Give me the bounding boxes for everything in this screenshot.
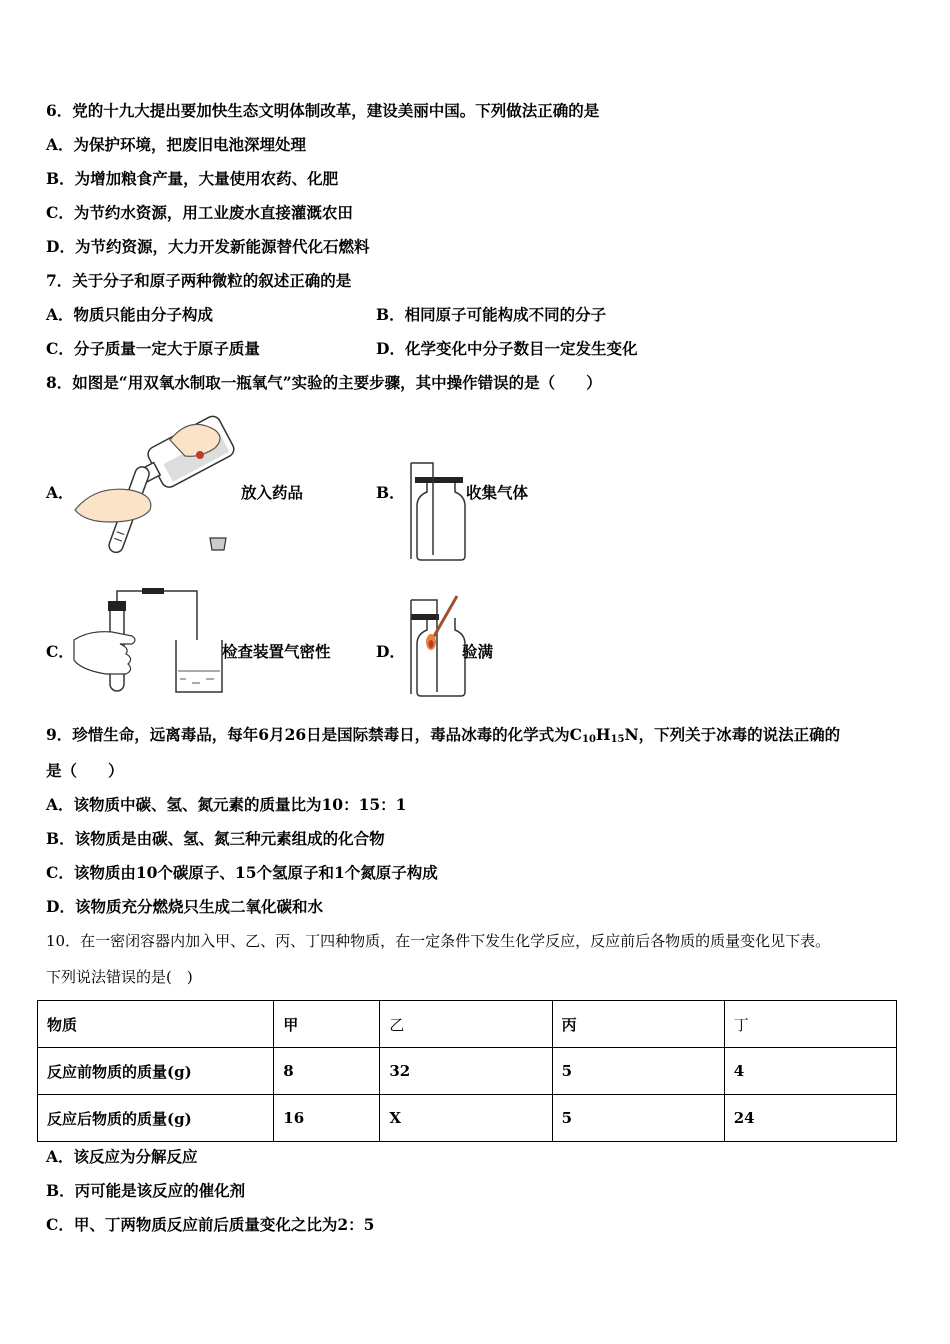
formula-c-sub: 10 [582, 734, 596, 745]
q8-stem: 8．如图是“用双氧水制取一瓶氧气”实验的主要步骤，其中操作错误的是（ ） [46, 373, 602, 392]
formula-n: N [624, 725, 639, 744]
mass-change-table [37, 1000, 897, 1142]
q9-option-a: A．该物质中碳、氢、氮元素的质量比为10：15：1 [46, 795, 407, 814]
q7-option-a: A．物质只能由分子构成 [46, 305, 214, 324]
table-row [38, 1095, 897, 1142]
q8-b-label: 收集气体 [466, 483, 529, 502]
q8-a-letter: A． [46, 483, 74, 502]
table-cell: 32 [380, 1048, 552, 1095]
q8-b-letter: B． [376, 483, 405, 502]
q6-option-d: D．为节约资源，大力开发新能源替代化石燃料 [46, 237, 370, 256]
table-cell: X [380, 1095, 552, 1142]
table-row [38, 1048, 897, 1095]
q9-stem-line2: 是（ ） [46, 761, 124, 780]
q9-option-b: B．该物质是由碳、氢、氮三种元素组成的化合物 [46, 829, 385, 848]
q8-d-letter: D． [376, 642, 405, 661]
pouring-liquid-figure [70, 410, 245, 560]
q8-c-label: 检查装置气密性 [222, 642, 331, 661]
table-cell: 反应后物质的质量(g) [38, 1095, 274, 1142]
q10-option-b: B．丙可能是该反应的催化剂 [46, 1181, 246, 1200]
q6-stem: 6．党的十九大提出要加快生态文明体制改革，建设美丽中国。下列做法正确的是 [46, 101, 600, 120]
table-cell: 24 [724, 1095, 896, 1142]
q8-d-label: 验满 [462, 642, 494, 661]
q9-stem-line1 [46, 724, 840, 751]
table-header-cell: 丙 [552, 1001, 724, 1048]
formula-c: C [569, 725, 582, 744]
table-cell: 反应前物质的质量(g) [38, 1048, 274, 1095]
q9-option-c: C．该物质由10个碳原子、15个氢原子和1个氮原子构成 [46, 863, 438, 882]
table-header-cell: 物质 [38, 1001, 274, 1048]
q10-option-c: C．甲、丁两物质反应前后质量变化之比为2：5 [46, 1215, 375, 1234]
q9-option-d: D．该物质充分燃烧只生成二氧化碳和水 [46, 897, 323, 916]
table-header-cell: 甲 [274, 1001, 380, 1048]
q6-option-a: A．为保护环境，把废旧电池深埋处理 [46, 135, 307, 154]
q9-stem-part2: ，下列关于冰毒的说法正确的 [638, 725, 841, 744]
q10-stem-line2: 下列说法错误的是( ) [46, 968, 193, 986]
table-cell: 5 [552, 1048, 724, 1095]
formula-h-sub: 15 [610, 734, 625, 745]
q7-option-b: B．相同原子可能构成不同的分子 [376, 305, 607, 324]
q10-stem-line1: 10．在一密闭容器内加入甲、乙、丙、丁四种物质，在一定条件下发生化学反应，反应前后各物质的质量变化见下表。 [46, 932, 831, 950]
table-cell: 8 [274, 1048, 380, 1095]
test-full-bottle-figure [405, 590, 470, 700]
q7-option-c: C．分子质量一定大于原子质量 [46, 339, 260, 358]
table-header-cell: 丁 [724, 1001, 896, 1048]
table-cell: 5 [552, 1095, 724, 1142]
q10-option-a: A．该反应为分解反应 [46, 1147, 198, 1166]
q8-c-letter: C． [46, 642, 74, 661]
q7-stem: 7．关于分子和原子两种微粒的叙述正确的是 [46, 271, 352, 290]
q8-a-label: 放入药品 [241, 483, 304, 502]
table-cell: 4 [724, 1048, 896, 1095]
q7-option-d: D．化学变化中分子数目一定发生变化 [376, 339, 638, 358]
airtightness-check-figure [72, 585, 232, 697]
table-header-row [38, 1001, 897, 1048]
formula-h: H [595, 725, 611, 744]
q9-stem-part1: 9．珍惜生命，远离毒品，每年6月26日是国际禁毒日，毒品冰毒的化学式为 [46, 725, 570, 744]
q6-option-c: C．为节约水资源，用工业废水直接灌溉农田 [46, 203, 353, 222]
gas-collection-bottle-figure [405, 455, 470, 565]
table-cell: 16 [274, 1095, 380, 1142]
table-header-cell: 乙 [380, 1001, 552, 1048]
q6-option-b: B．为增加粮食产量，大量使用农药、化肥 [46, 169, 339, 188]
